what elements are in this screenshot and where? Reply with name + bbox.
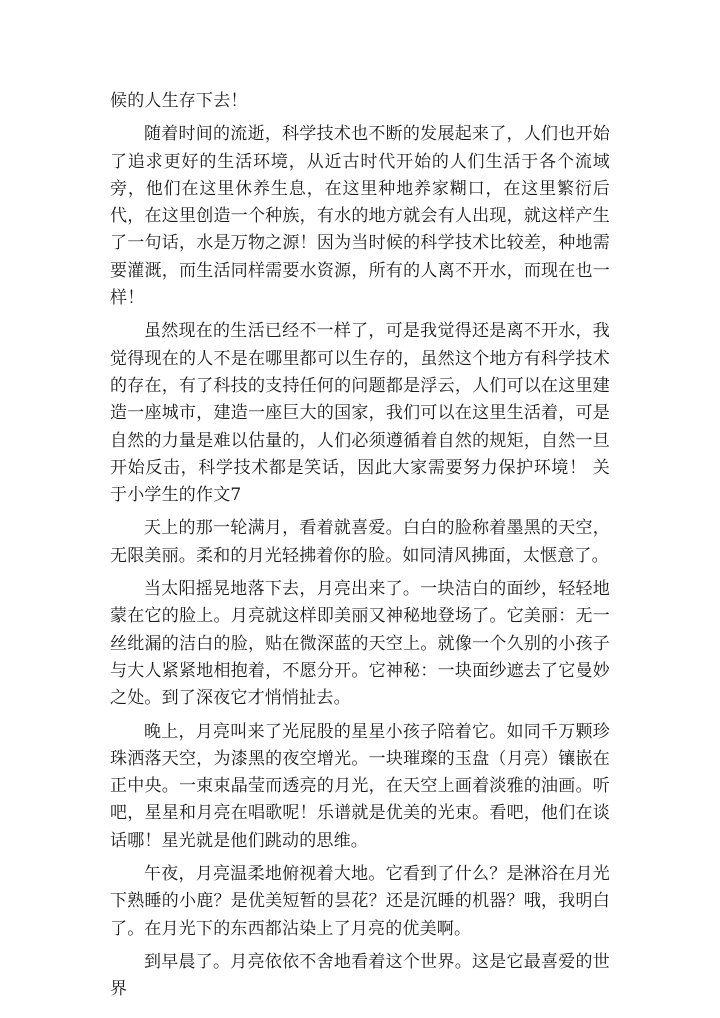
paragraph-3: 虽然现在的生活已经不一样了，可是我觉得还是离不开水，我觉得现在的人不是在哪里都可以生存的，虽然这个地方有科学技术的存在，有了科技的支持任何的问题都是浮云，人们可以在这里建造一座城市，建造一座巨大的国家，我们可以在这里生活着，可是自然的力量是难以估量的，人们必须遵循着自然的规矩，自然一旦开始反击，科学技术都是笑话，因此大家需要努力保护环境！ 关于小学生的作文7 — [110, 321, 610, 506]
paragraph-2: 随着时间的流逝，科学技术也不断的发展起来了，人们也开始了追求更好的生活环境，从近古时代开始的人们生活于各个流域旁，他们在这里休养生息，在这里种地养家糊口，在这里繁衍后代，在这里创造一个种族，有水的地方就会有人出现，就这样产生了一句话，水是万物之源！因为当时候的科学技术比较差，种地需要灌溉，而生活同样需要水资源，所有的人离不开水，而现在也一样！ — [110, 124, 610, 309]
paragraph-4: 天上的那一轮满月，看着就喜爱。白白的脸称着墨黑的天空，无限美丽。柔和的月光轻拂着你的脸。如同清风拂面，太惬意了。 — [110, 518, 610, 566]
paragraph-8: 到早晨了。月亮依依不舍地看着这个世界。这是它最喜爱的世界 — [110, 951, 610, 1000]
paragraph-5: 当太阳摇晃地落下去，月亮出来了。一块洁白的面纱，轻轻地蒙在它的脸上。月亮就这样即美丽又神秘地登场了。它美丽：无一丝纰漏的洁白的脸，贴在微深蓝的天空上。就像一个久别的小孩子与大人紧紧地相抱着，不愿分开。它神秘：一块面纱遮去了它曼妙之处。到了深夜它才悄悄扯去。 — [110, 579, 610, 709]
paragraph-6: 晚上，月亮叫来了光屁股的星星小孩子陪着它。如同千万颗珍珠洒落天空，为漆黑的夜空增光。一块璀璨的玉盘（月亮）镶嵌在正中央。一束束晶莹而透亮的月光，在天空上画着淡雅的油画。听吧，星星和月亮在唱歌呢！乐谱就是优美的光束。看吧，他们在谈话哪！星光就是他们跳动的思维。 — [110, 721, 610, 851]
paragraph-1: 候的人生存下去！ — [110, 91, 248, 111]
paragraph-7: 午夜，月亮温柔地俯视着大地。它看到了什么？是淋浴在月光下熟睡的小鹿？是优美短暂的昙花？还是沉睡的机器？哦，我明白了。在月光下的东西都沾染上了月亮的优美啊。 — [110, 864, 610, 939]
document-body — [110, 88, 610, 1010]
